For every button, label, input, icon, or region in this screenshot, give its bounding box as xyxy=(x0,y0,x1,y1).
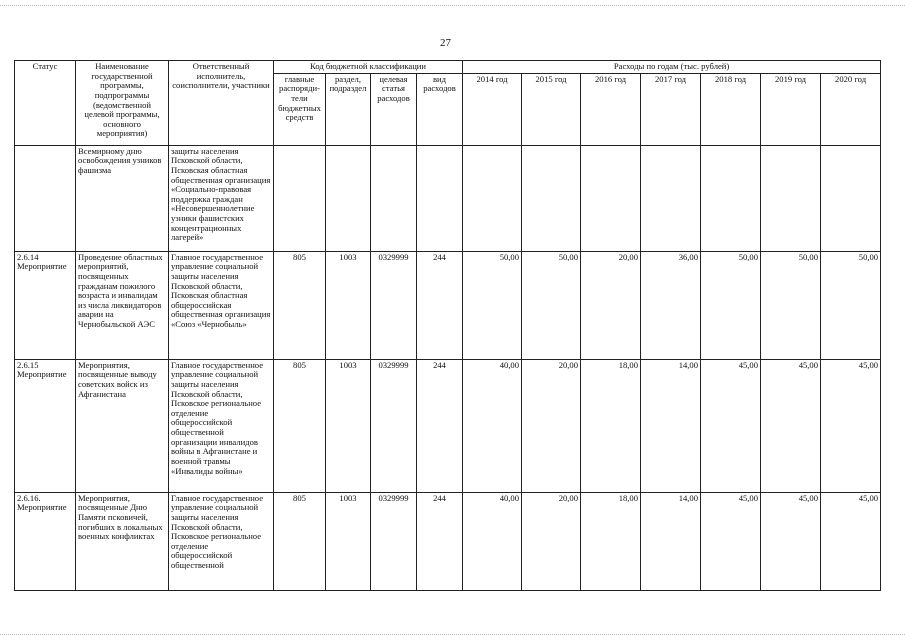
row-value-2016: 18,00 xyxy=(581,492,641,590)
header-name: Наименование государственной программы, подпрограммы (ведомственной целевой программы, основного мероприятия) xyxy=(76,61,169,146)
row-name: Мероприятия, посвященные выводу советских войск из Афганистана xyxy=(76,359,169,492)
row-value-2016: 20,00 xyxy=(581,251,641,359)
header-status: Статус xyxy=(15,61,76,146)
row-target: 0329999 xyxy=(371,492,417,590)
row-grbs: 805 xyxy=(274,492,326,590)
row-value-2019: 45,00 xyxy=(761,492,821,590)
header-target: целевая статья расходов xyxy=(371,73,417,145)
row-responsible: защиты населения Псковской области, Псковская областная общественная организация «Социально-правовая поддержка граждан «Несовершеннолетние узники фашистских концентрационных лагерей» xyxy=(169,145,274,251)
row-section: 1003 xyxy=(326,359,371,492)
row-value-2015: 20,00 xyxy=(522,359,581,492)
row-value-2016: 18,00 xyxy=(581,359,641,492)
row-status xyxy=(15,145,76,251)
row-value-2015 xyxy=(522,145,581,251)
row-value-2018: 45,00 xyxy=(701,492,761,590)
row-value-2018: 45,00 xyxy=(701,359,761,492)
row-responsible: Главное государственное управление социальной защиты населения Псковской области, Псковское региональное отделение общероссийской общественной xyxy=(169,492,274,590)
row-value-2019: 45,00 xyxy=(761,359,821,492)
header-section: раздел, подраздел xyxy=(326,73,371,145)
budget-table xyxy=(14,60,881,591)
header-responsible: Ответственный исполнитель, соисполнители, участники xyxy=(169,61,274,146)
header-year-2019: 2019 год xyxy=(761,73,821,145)
row-status: 2.6.14 Мероприятие xyxy=(15,251,76,359)
row-value-2016 xyxy=(581,145,641,251)
row-responsible: Главное государственное управление социальной защиты населения Псковской области, Псковская областная общероссийская общественная организация «Союз «Чернобыль» xyxy=(169,251,274,359)
row-target: 0329999 xyxy=(371,359,417,492)
row-name: Всемирному дню освобождения узников фашизма xyxy=(76,145,169,251)
table-row xyxy=(15,492,881,590)
table-row xyxy=(15,251,881,359)
row-type: 244 xyxy=(417,251,463,359)
row-section: 1003 xyxy=(326,492,371,590)
header-type: вид расходов xyxy=(417,73,463,145)
row-type xyxy=(417,145,463,251)
header-year-2017: 2017 год xyxy=(641,73,701,145)
row-value-2017: 14,00 xyxy=(641,492,701,590)
row-value-2020: 45,00 xyxy=(821,359,881,492)
row-section: 1003 xyxy=(326,251,371,359)
row-grbs: 805 xyxy=(274,251,326,359)
header-budget-code: Код бюджетной классификации xyxy=(274,61,463,74)
header-expenses: Расходы по годам (тыс. рублей) xyxy=(463,61,881,74)
row-value-2014: 40,00 xyxy=(463,492,522,590)
row-value-2014: 40,00 xyxy=(463,359,522,492)
header-grbs: главные распоряди-тели бюджетных средств xyxy=(274,73,326,145)
top-border-line xyxy=(0,5,905,6)
row-section xyxy=(326,145,371,251)
row-status: 2.6.16. Мероприятие xyxy=(15,492,76,590)
header-year-2016: 2016 год xyxy=(581,73,641,145)
row-value-2020: 45,00 xyxy=(821,492,881,590)
row-name: Проведение областных мероприятий, посвященных гражданам пожилого возраста и инвалидам из числа ликвидаторов аварии на Чернобыльской АЭС xyxy=(76,251,169,359)
row-value-2017 xyxy=(641,145,701,251)
row-value-2020 xyxy=(821,145,881,251)
row-value-2017: 36,00 xyxy=(641,251,701,359)
header-year-2015: 2015 год xyxy=(522,73,581,145)
row-value-2014: 50,00 xyxy=(463,251,522,359)
row-status: 2.6.15 Мероприятие xyxy=(15,359,76,492)
row-value-2020: 50,00 xyxy=(821,251,881,359)
row-value-2014 xyxy=(463,145,522,251)
row-value-2015: 20,00 xyxy=(522,492,581,590)
row-target: 0329999 xyxy=(371,251,417,359)
row-target xyxy=(371,145,417,251)
row-value-2019: 50,00 xyxy=(761,251,821,359)
header-year-2020: 2020 год xyxy=(821,73,881,145)
row-type: 244 xyxy=(417,492,463,590)
header-year-2014: 2014 год xyxy=(463,73,522,145)
row-value-2017: 14,00 xyxy=(641,359,701,492)
row-grbs xyxy=(274,145,326,251)
row-value-2015: 50,00 xyxy=(522,251,581,359)
row-grbs: 805 xyxy=(274,359,326,492)
table-row xyxy=(15,359,881,492)
row-value-2018: 50,00 xyxy=(701,251,761,359)
row-type: 244 xyxy=(417,359,463,492)
header-year-2018: 2018 год xyxy=(701,73,761,145)
page-number: 27 xyxy=(440,37,451,49)
row-value-2019 xyxy=(761,145,821,251)
row-name: Мероприятия, посвященные Дню Памяти псковичей, погибших в локальных военных конфликтах xyxy=(76,492,169,590)
bottom-border-line xyxy=(0,634,905,635)
row-value-2018 xyxy=(701,145,761,251)
row-responsible: Главное государственное управление социальной защиты населения Псковской области, Псковское региональное отделение общероссийской общественной организации инвалидов войны в Афганистане и военной травмы «Инвалиды войны» xyxy=(169,359,274,492)
table-row xyxy=(15,145,881,251)
